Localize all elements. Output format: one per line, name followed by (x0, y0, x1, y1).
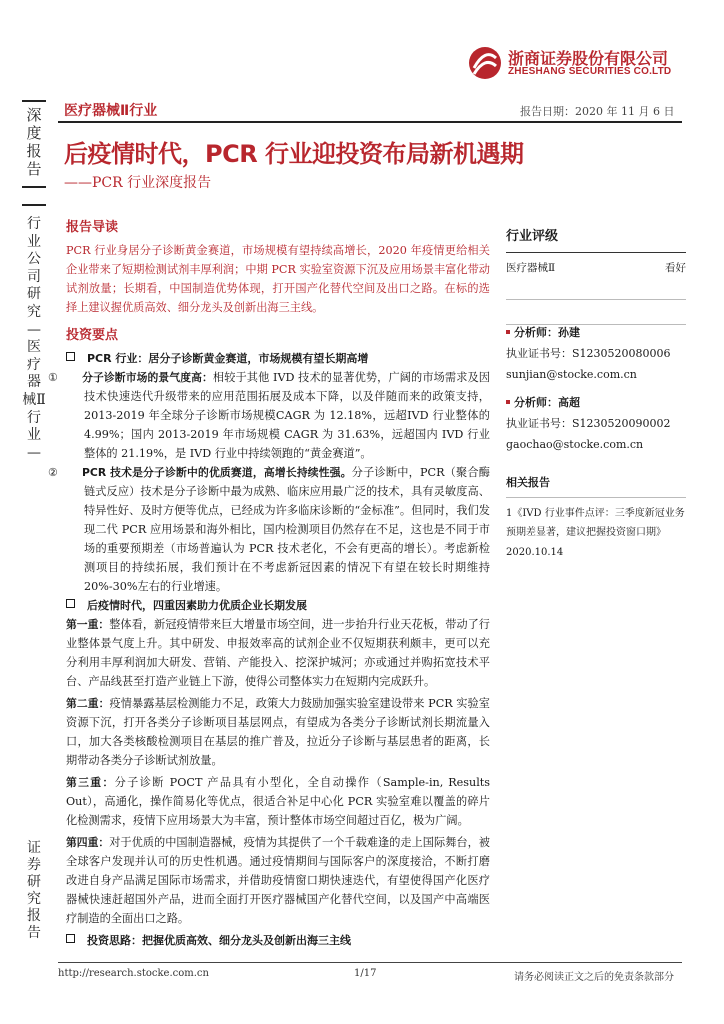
analysts-panel (506, 324, 686, 454)
company-logo-icon (468, 46, 502, 80)
bullet-dot-icon (506, 330, 510, 334)
rating-row (506, 259, 686, 277)
square-bullet-icon (66, 934, 75, 943)
bullet-post-pandemic: 后疫情时代，四重因素助力优质企业长期发展 (66, 596, 490, 615)
company-name-en: ZHESHANG SECURITIES CO.LTD (508, 66, 672, 77)
related-report-link[interactable]: 1《IVD 行业事件点评：三季度新冠业务预期差显著，建议把握投资窗口期》 (506, 508, 685, 538)
factor-3: 第三重：分子诊断 POCT 产品具有小型化，全自动操作（Sample-in, Results Out），高通化，操作简易化等优点，很适合补足中心化 PCR 实验室难以覆盖的碎片化检测需求，疫情下应用场景大为丰富，预计整体市场空间超过百亿，极为广阔。 (66, 776, 491, 827)
side-divider (22, 186, 46, 188)
analyst-2-email[interactable]: gaochao@stocke.com.cn (506, 438, 644, 451)
analyst-1-cert: 执业证书号：S1230520080006 (506, 347, 671, 360)
report-title: 后疫情时代，PCR 行业迎投资布局新机遇期 (64, 140, 524, 168)
report-date: 报告日期：2020 年 11 月 6 日 (520, 105, 675, 118)
footer-url[interactable]: http://research.stocke.com.cn (58, 968, 209, 979)
main-content (48, 218, 491, 950)
intro-paragraph: PCR 行业身居分子诊断黄金赛道，市场规模有望持续高增长，2020 年疫情更给相关企业带来了短期检测试剂丰厚利润；中期 PCR 实验室资源下沉及应用场景丰富化带动试剂放量；长期看，中国制造优势体现，打开国产化替代空间及出口之路。在标的选择上建议握优质高效、细分龙头及创新出海三主线。 (66, 244, 490, 314)
related-reports-panel (506, 474, 686, 562)
related-title: 相关报告 (506, 476, 550, 489)
rating-value: 看好 (665, 262, 686, 274)
factor-1: 第一重：整体看，新冠疫情带来巨大增量市场空间，进一步抬升行业天花板，带动了行业整体景气度上升。其中研发、申报效率高的试剂企业不仅短期获利颇丰，更可以充分利用丰厚利润加大研发、营销、产能投入、挖深护城河；亦或通过并购拓宽技术平台、产品线甚至打造产业链上下游，使得公司整体实力在短期内完成跃升。 (66, 618, 490, 688)
factor-2: 第二重：疫情暴露基层检测能力不足，政策大力鼓励加强实验室建设带来 PCR 实验室资源下沉，打开各类分子诊断项目基层网点，有望成为各类分子诊断试剂长期流量入口，加大各类核酸检测项目在基层的推广普及，拉近分子诊断与基层患者的距离，长期带动各类分子诊断试剂放量。 (66, 697, 490, 767)
side-label-category: 行业公司研究—医疗器械Ⅱ行业— (22, 216, 46, 461)
analyst-1-name: 分析师：孙建 (506, 324, 686, 342)
bullet-dot-icon (506, 400, 510, 404)
rating-sector: 医疗器械Ⅱ (506, 262, 556, 274)
point-2-text: 分子诊断中，PCR（聚合酶链式反应）技术是分子诊断中最为成熟、临床应用最广泛的技术，具有灵敏度高、特异性好、及时方便等优点，已经成为许多临床诊断的“金标准”。但同时，我们发现二代 PCR 应用场景和海外相比，国内检测项目仍然存在不足，这也是不同于市场的重要预期差（市场普遍认为 PCR 技术老化，不会有更高的增长）。考虑新检测项目的持续拓展，我们预计在不考虑新冠因素的情况下有望在较长时期维持 20%-30%左右的行业增速。 (84, 466, 490, 593)
intro-heading: 报告导读 (66, 220, 119, 235)
footer-divider (58, 962, 682, 963)
rating-divider (506, 252, 686, 253)
side-divider (22, 100, 46, 102)
report-subtitle: ——PCR 行业深度报告 (64, 175, 212, 191)
company-name-cn: 浙商证券股份有限公司 (508, 49, 669, 68)
point-2-lead: PCR 技术是分子诊断中的优质赛道，高增长持续性强。 (82, 466, 352, 479)
footer-page-number: 1/17 (354, 968, 377, 979)
points-heading: 投资要点 (66, 328, 119, 343)
side-label-securities: 证券研究报告 (27, 840, 41, 941)
point-1-lead: 分子诊断市场的景气度高： (82, 371, 213, 384)
point-1: ① 分子诊断市场的景气度高：相较于其他 IVD 技术的显著优势，广阔的市场需求及因技术快速迭代升级带来的应用范围拓展及成本下降，以及伴随而来的政策支持，2013-2019 年全球分子诊断市场规模CAGR 为 12.18%，远超IVD 行业整体的 4.99%；国内 2013-2019 年市场规模 CAGR 为 31.63%，远超国内 IVD 行业整体的 21.19%，是 IVD 行业中持续领跑的“黄金赛道”。 (48, 371, 490, 460)
side-label-report-type: 深度报告 (26, 106, 42, 178)
square-bullet-icon (66, 352, 75, 361)
rating-title: 行业评级 (506, 229, 559, 244)
analyst-2-name: 分析师：高超 (506, 394, 686, 412)
company-logo (468, 44, 678, 84)
related-divider (506, 497, 686, 498)
point-1-text: 相较于其他 IVD 技术的显著优势，广阔的市场需求及因技术快速迭代升级带来的应用范围拓展及成本下降，以及伴随而来的政策支持，2013-2019 年全球分子诊断市场规模CAGR 为 12.18%，远超IVD 行业整体的 4.99%；国内 2013-2019 年市场规模 CAGR 为 31.63%，远超国内 IVD 行业整体的 21.19%，是 IVD 行业中持续领跑的“黄金赛道”。 (84, 371, 490, 460)
rating-panel (506, 228, 686, 325)
header-divider (58, 121, 682, 123)
bullet-pcr-industry: PCR 行业：居分子诊断黄金赛道，市场规模有望长期高增 (66, 349, 490, 368)
footer-disclaimer: 请务必阅读正文之后的免责条款部分 (514, 972, 674, 983)
point-2: ② PCR 技术是分子诊断中的优质赛道，高增长持续性强。分子诊断中，PCR（聚合酶链式反应）技术是分子诊断中最为成熟、临床应用最广泛的技术，具有灵敏度高、特异性好、及时方便等优点，已经成为许多临床诊断的“金标准”。但同时，我们发现二代 PCR 应用场景和海外相比，国内检测项目仍然存在不足，这也是不同于市场的重要预期差（市场普遍认为 PCR 技术老化，不会有更高的增长）。考虑新检测项目的持续拓展，我们预计在不考虑新冠因素的情况下有望在较长时期维持 20%-30%左右的行业增速。 (48, 466, 490, 593)
industry-label: 医疗器械Ⅱ行业 (64, 103, 158, 119)
analyst-1-email[interactable]: sunjian@stocke.com.cn (506, 368, 637, 381)
analyst-2-cert: 执业证书号：S1230520090002 (506, 417, 671, 430)
rating-bottom-line (506, 299, 686, 300)
factor-4: 第四重：对于优质的中国制造器械，疫情为其提供了一个千载难逢的走上国际舞台，被全球客户发现并认可的历史性机遇。通过疫情期间与国际客户的深度接洽，不断打磨改进自身产品满足国际市场需求，并借助疫情窗口期快速迭代，有望使得国产化医疗器械快速赶超国外产品，进而全面打开医疗器械国产化替代空间，以及国产中高端医疗制造的全面出口之路。 (66, 836, 490, 925)
bullet-investment-strategy: 投资思路：把握优质高效、细分龙头及创新出海三主线 (66, 931, 490, 950)
square-bullet-icon (66, 599, 75, 608)
side-divider (22, 204, 46, 206)
related-report-date: 2020.10.14 (506, 547, 564, 558)
